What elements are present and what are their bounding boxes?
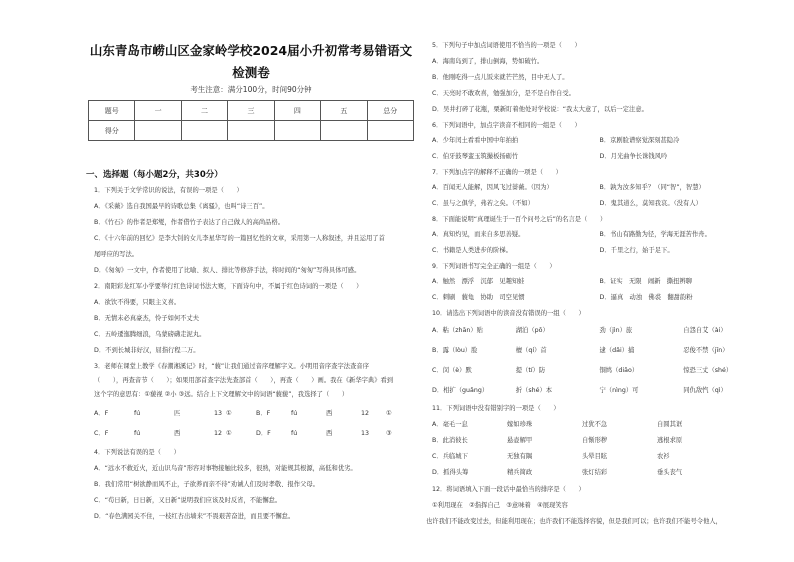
q10-option-c [432, 367, 767, 375]
q11-c-word: 无独有隅 [507, 453, 533, 460]
q8-stem: 8．下面能说明“真理诞生于一百个问号之后”的名言是（ ） [432, 216, 607, 223]
q3-stem-line3: 这个字的意思有：①藐视 ②小 ③远。结合上下文理解文中的词语“藐藐”，我选择了（ ） [94, 391, 349, 398]
q7-options-row2 [432, 200, 767, 208]
q3-d-cell: fú [291, 430, 298, 437]
q4-stem: 4．下列说法有误的是（ ） [94, 449, 180, 456]
q6-option-a: A．少年闰土看看中国中年拍拍 [432, 137, 519, 144]
q9-option-d: D．逼真 动浊 佛裘 翻甜韵粉 [599, 294, 693, 301]
q3-option-b [256, 410, 396, 418]
q3-d-cell: 西 [326, 430, 333, 437]
q11-b-word: B．此消彼长 [432, 437, 468, 444]
q4-option-a: A．“远水不救近火，近山识鸟音”形容对事物接触比较多，很熟，对能规其根源，高低和优劣。 [94, 465, 357, 472]
q11-a-word: 过犹不急 [582, 421, 608, 428]
q3-stem-line2: （ ），再查音节（ ）；如果用部首查字法先查部首（ ），再查（ ）画。我在《新华字典》看到 [94, 377, 394, 384]
q2-option-c: C．五岭逶迤腾细浪，乌蒙磅礴走泥丸。 [94, 331, 206, 338]
q3-c-cell: 西 [174, 430, 181, 437]
q10-option-b [432, 347, 767, 355]
q11-option-a [432, 421, 732, 429]
q10-c-word: 提（tí）防 [515, 367, 546, 374]
q10-b-word: B．露（lòu）脸 [432, 347, 478, 354]
score-table-header-row [89, 101, 414, 121]
q3-d-meaning: ③ [386, 430, 392, 437]
q12-passage: 也许我们不能改变过去，但能利用现在；也许我们不能选择容貌，但是我们可以；也许我们不能号令他人， [426, 518, 722, 525]
score-cell [228, 121, 274, 141]
left-column [86, 0, 416, 562]
q8-options-row2 [432, 247, 767, 255]
q3-c-cell: 12 [214, 430, 223, 437]
q10-option-d [432, 387, 767, 395]
q10-a-word: 自怨自艾（ài） [683, 327, 727, 334]
q1-stem: 1．下列关于文学常识的说法，有误的一项是（ ） [94, 187, 243, 194]
score-cell [367, 121, 413, 141]
score-header-cell: 五 [321, 101, 367, 121]
q4-option-c: C．“苟日新，日日新，又日新”说明我们应该及时反省，不能懈怠。 [94, 497, 282, 504]
q10-a-word: 湖泊（pō） [515, 327, 549, 334]
q3-a-cell: fú [134, 410, 141, 417]
q1-option-b: B．《竹石》的作者是郑燮，作者借竹子表达了自己做人的高尚品格。 [94, 219, 285, 226]
q3-b-meaning: ① [386, 410, 392, 417]
q3-c-cell: fú [134, 430, 141, 437]
q3-a-meaning: ① [226, 410, 232, 417]
q7-options-row1 [432, 184, 767, 192]
q10-option-a [432, 327, 767, 335]
q10-b-word: 逮（dǎi）捕 [599, 347, 635, 354]
q9-options-row1 [432, 278, 767, 286]
score-header-cell: 四 [274, 101, 320, 121]
q4-option-d: D．“春色满园关不住，一枝红杏出墙来”不畏艰苦奋进，而且要不懈怠。 [94, 513, 295, 520]
score-header-cell: 一 [135, 101, 181, 121]
q11-d-word: D．抓得头筹 [432, 469, 469, 476]
q7-option-b: B．孰为汝多知乎？（同“智”，智慧） [599, 184, 705, 191]
q11-b-word: 悬壶解甲 [507, 437, 533, 444]
q9-option-b: B．证实 无限 闹新 撕扭辨聊 [599, 278, 692, 285]
q10-a-word: A．粘（zhān）贴 [432, 327, 483, 334]
q11-c-word: 头晕目眩 [582, 453, 608, 460]
q7-option-a: A．百闻无人能解，因风飞过蔷薇。（因为） [432, 184, 553, 191]
q9-option-c: C．刺刷 藐龟 协助 司空见惯 [432, 294, 525, 301]
q9-options-row2 [432, 294, 767, 302]
q11-c-word: C．兵临城下 [432, 453, 468, 460]
q4-option-b: B．我们常用“树欲静而风不止，子欲养而亲不待”劝诫人们及时孝敬、报作父母。 [94, 481, 319, 488]
q2-stem: 2．南阳彩龙红军小学要举行红色诗词书法大赛，下面诗句中，不属于红色诗词的一项是（ ） [94, 283, 363, 290]
score-row-label: 得分 [89, 121, 135, 141]
q10-d-word: 宁（nìng）可 [599, 387, 639, 394]
q11-option-d [432, 469, 732, 477]
q11-a-word: 嫁如珍珠 [507, 421, 533, 428]
q10-b-word: 忍俊不禁（jīn） [683, 347, 729, 354]
score-header-cell: 三 [228, 101, 274, 121]
q7-stem: 7．下列加点字的解释不正确的一项是（ ） [432, 169, 562, 176]
q3-option-d [256, 430, 396, 438]
score-header-cell: 二 [181, 101, 227, 121]
q2-option-d: D．不到长城非好汉，屈指行程二万。 [94, 347, 200, 354]
q11-stem: 11．下列词语中没有错别字的一项是（ ） [432, 405, 560, 412]
q11-a-word: A．毫毛一息 [432, 421, 468, 428]
q6-option-c: C．伯牙鼓琴蛮玉筑撮板扬砺竹 [432, 153, 519, 160]
score-table [88, 100, 414, 141]
q11-option-b [432, 437, 732, 445]
q3-a-cell: 匹 [174, 410, 181, 417]
q11-d-word: 垂头丧气 [657, 469, 683, 476]
q6-options-row2 [432, 153, 767, 161]
q7-option-d: D．鬼其道么，莫知我哀。（没有人） [599, 200, 702, 207]
q6-option-b: B．京剧脸谱察觉深刻甚隐冷 [599, 137, 680, 144]
q10-b-word: 檀（qí）首 [515, 347, 547, 354]
q6-options-row1 [432, 137, 767, 145]
q11-d-word: 精兵简政 [507, 469, 533, 476]
score-cell [181, 121, 227, 141]
q3-b-cell: fú [291, 410, 298, 417]
q3-b-cell: 12 [361, 410, 370, 417]
q10-d-word: 折（shé）本 [515, 387, 553, 394]
q8-option-b: B．书山有路勤为径，学海无涯苦作舟。 [599, 231, 711, 238]
section-heading: 一、选择题（每小题2分，共30分） [86, 170, 223, 180]
exam-notice: 考生注意：满分100分，时间90分钟 [190, 85, 312, 94]
q11-b-word: 自惭形秽 [582, 437, 608, 444]
q3-a-cell: 13 [214, 410, 223, 417]
q2-option-a: A．欲饮不得要，只眼主义喜。 [94, 299, 181, 306]
q8-option-d: D．千里之行，始于足下。 [599, 247, 674, 254]
q10-c-word: C．闵（è）默 [432, 367, 472, 374]
q9-stem: 9．下列词语书写完全正确的一组是（ ） [432, 263, 556, 270]
q3-a-cell: A．F [94, 410, 109, 417]
score-table-score-row [89, 121, 414, 141]
q1-option-c-cont: 尾呼应的写法。 [94, 251, 139, 258]
q9-option-a: A．触然 漂浮 沉郁 见趣知蛙 [432, 278, 525, 285]
q1-option-d: D．《匆匆》一文中，作者使用了比喻、拟人、排比等修辞手法，将时间的“匆匆”写得具体可感。 [94, 267, 361, 274]
q1-option-c: C．《十六年前的回忆》是李大钊的女儿李星华写的一篇回忆性的文章，采用第一人称叙述，并且运用了首 [94, 235, 385, 242]
q3-b-cell: 西 [326, 410, 333, 417]
q2-option-b: B．无情未必真豪杰，怜子如何不丈夫 [94, 315, 200, 322]
q7-option-c: C．虽与之俱学，弗若之矣。（不如） [432, 200, 534, 207]
q11-c-word: 农衫 [657, 453, 670, 460]
right-column [426, 0, 771, 562]
q5-option-c: C．天亮时不敢欢喜，勉强加分，是不是自作自受。 [432, 90, 575, 97]
q10-c-word: 惊恐三丈（shé） [683, 367, 733, 374]
q8-option-a: A．真知灼见，而来自多思善疑。 [432, 231, 525, 238]
q10-c-word: 铜鸠（diāo） [599, 367, 639, 374]
q3-c-cell: C．F [94, 430, 109, 437]
q3-d-cell: 13 [361, 430, 370, 437]
q6-stem: 6．下列词语中，加点字读音不相同的一组是（ ） [432, 122, 581, 129]
score-cell [135, 121, 181, 141]
q6-option-d: D．月光曲争长诛钱风吟 [599, 153, 668, 160]
q12-stem: 12．将词语填入下面一段话中最恰当的排序是（ ） [432, 486, 585, 493]
q10-d-word: D．相扩（guǎng） [432, 387, 489, 394]
q8-options-row1 [432, 231, 767, 239]
score-header-cell: 总分 [367, 101, 413, 121]
q10-stem: 10．请选出下列词语中的读音没有错误的一组（ ） [432, 310, 585, 317]
q5-option-d: D．吴井打碎了花瓶，栗新盯着他处对学校说：“我太大意了，以后一定注意。 [432, 106, 648, 113]
q3-b-cell: B．F [256, 410, 271, 417]
q5-option-b: B．他刚吃得一点儿饭来就芒芒然，目中无人了。 [432, 74, 569, 81]
q1-option-a: A．《采薇》选自我国最早的诗歌总集《离骚》，也叫“诗三百”。 [94, 203, 269, 210]
q11-option-c [432, 453, 732, 461]
q11-a-word: 自圆其诓 [657, 421, 683, 428]
q10-d-word: 同仇敌忾（qì） [683, 387, 727, 394]
score-cell [274, 121, 320, 141]
q11-d-word: 张灯结彩 [582, 469, 608, 476]
q8-option-c: C．书籍是人类进步的阶梯。 [432, 247, 512, 254]
q3-d-cell: D．F [256, 430, 271, 437]
q12-choices: ①利用现在 ②指挥自己 ③意味着 ④展现笑容 [432, 502, 568, 509]
exam-title: 山东青岛市崂山区金家岭学校2024届小升初常考易错语文检测卷 [89, 43, 413, 80]
q5-option-a: A．海南岛到了，排山倒海，势如破竹。 [432, 58, 544, 65]
q5-stem: 5．下列句子中加点词语使用不恰当的一项是（ ） [432, 42, 581, 49]
q3-stem: 3．老师在课堂上教学《春潮湘溪记》时，“藐”让我们通过音序理解字义。小明用音序查字法查音序 [94, 363, 369, 370]
q11-b-word: 逃根求原 [657, 437, 683, 444]
score-cell [321, 121, 367, 141]
q10-a-word: 劲（jìn）旅 [599, 327, 633, 334]
score-header-cell: 题号 [89, 101, 135, 121]
q3-c-meaning: ① [226, 430, 232, 437]
